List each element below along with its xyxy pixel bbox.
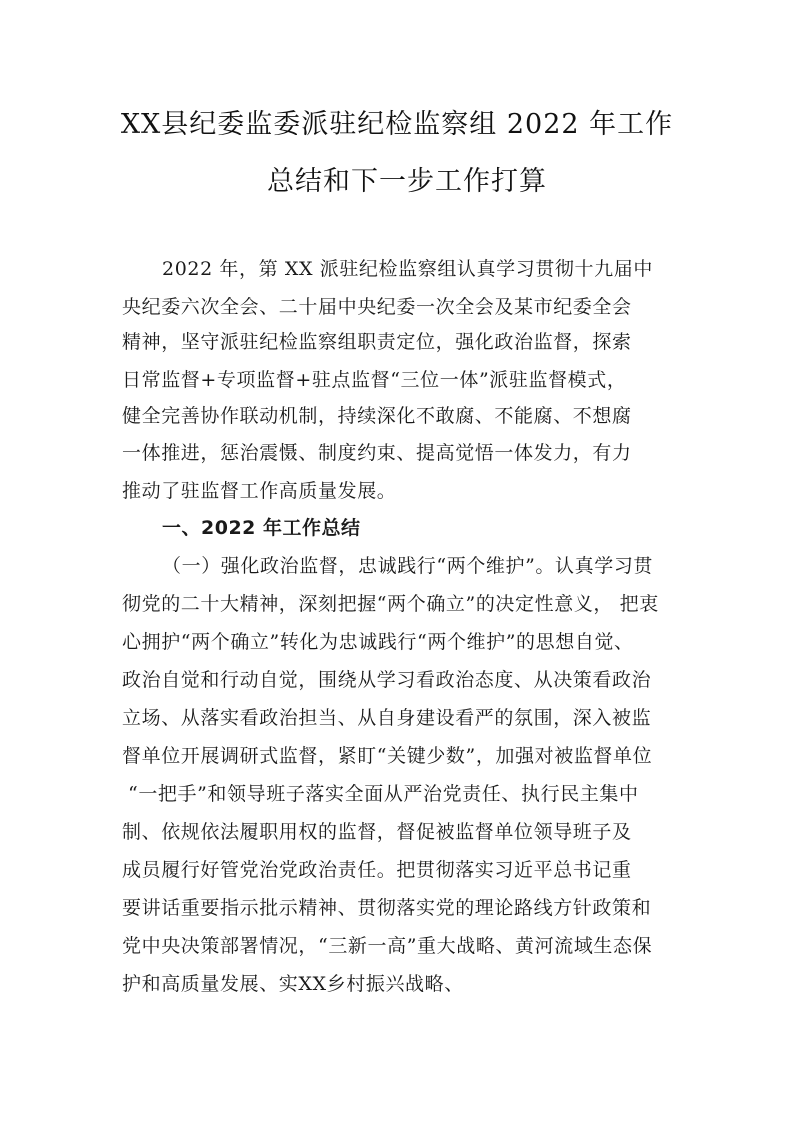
section-line: “一把手”和领导班子落实全面从严治党责任、执行民主集中: [128, 783, 639, 805]
intro-line: 日常监督+专项监督+驻点监督“三位一体”派驻监督模式，: [122, 369, 627, 391]
section-line: 彻党的二十大精神，深刻把握“两个确立”的决定性意义， 把衷: [122, 593, 659, 615]
section-line: 政治自觉和行动自觉，围绕从学习看政治态度、从决策看政治: [122, 669, 652, 691]
intro-line: 一体推进，惩治震慑、制度约束、提高觉悟一体发力，有力: [122, 442, 632, 464]
document-title-line-2: 总结和下一步工作打算: [267, 166, 547, 197]
section-line: 要讲话重要指示批示精神、贯彻落实党的理论路线方针政策和: [122, 897, 652, 919]
intro-line: 2022 年，第 XX 派驻纪检监察组认真学习贯彻十九届中: [162, 258, 653, 280]
section-line: 立场、从落实看政治担当、从自身建设看严的氛围，深入被监: [122, 707, 652, 729]
section-line: 督单位开展调研式监督，紧盯“关键少数”，加强对被监督单位: [122, 745, 653, 767]
section-heading: 一、2022 年工作总结: [162, 517, 361, 539]
document-title-line-1: XX县纪委监委派驻纪检监察组 2022 年工作: [120, 109, 674, 140]
intro-line: 健全完善协作联动机制，持续深化不敢腐、不能腐、不想腐: [122, 405, 632, 427]
intro-line: 推动了驻监督工作高质量发展。: [122, 480, 397, 502]
section-line: 成员履行好管党治党政治责任。把贯彻落实习近平总书记重: [122, 859, 632, 881]
section-line: 党中央决策部署情况，“三新一高”重大战略、黄河流域生态保: [122, 935, 653, 957]
intro-line: 精神，坚守派驻纪检监察组职责定位，强化政治监督，探索: [122, 331, 632, 353]
section-line: 护和高质量发展、实XX乡村振兴战略、: [122, 973, 464, 995]
section-line: 心拥护“两个确立”转化为忠诚践行“两个维护”的思想自觉、: [122, 631, 634, 653]
intro-line: 央纪委六次全会、二十届中央纪委一次全会及某市纪委全会: [122, 296, 632, 318]
section-line: 制、依规依法履职用权的监督，督促被监督单位领导班子及: [122, 821, 632, 843]
section-line: （一）强化政治监督，忠诚践行“两个维护”。认真学习贯: [162, 555, 654, 577]
